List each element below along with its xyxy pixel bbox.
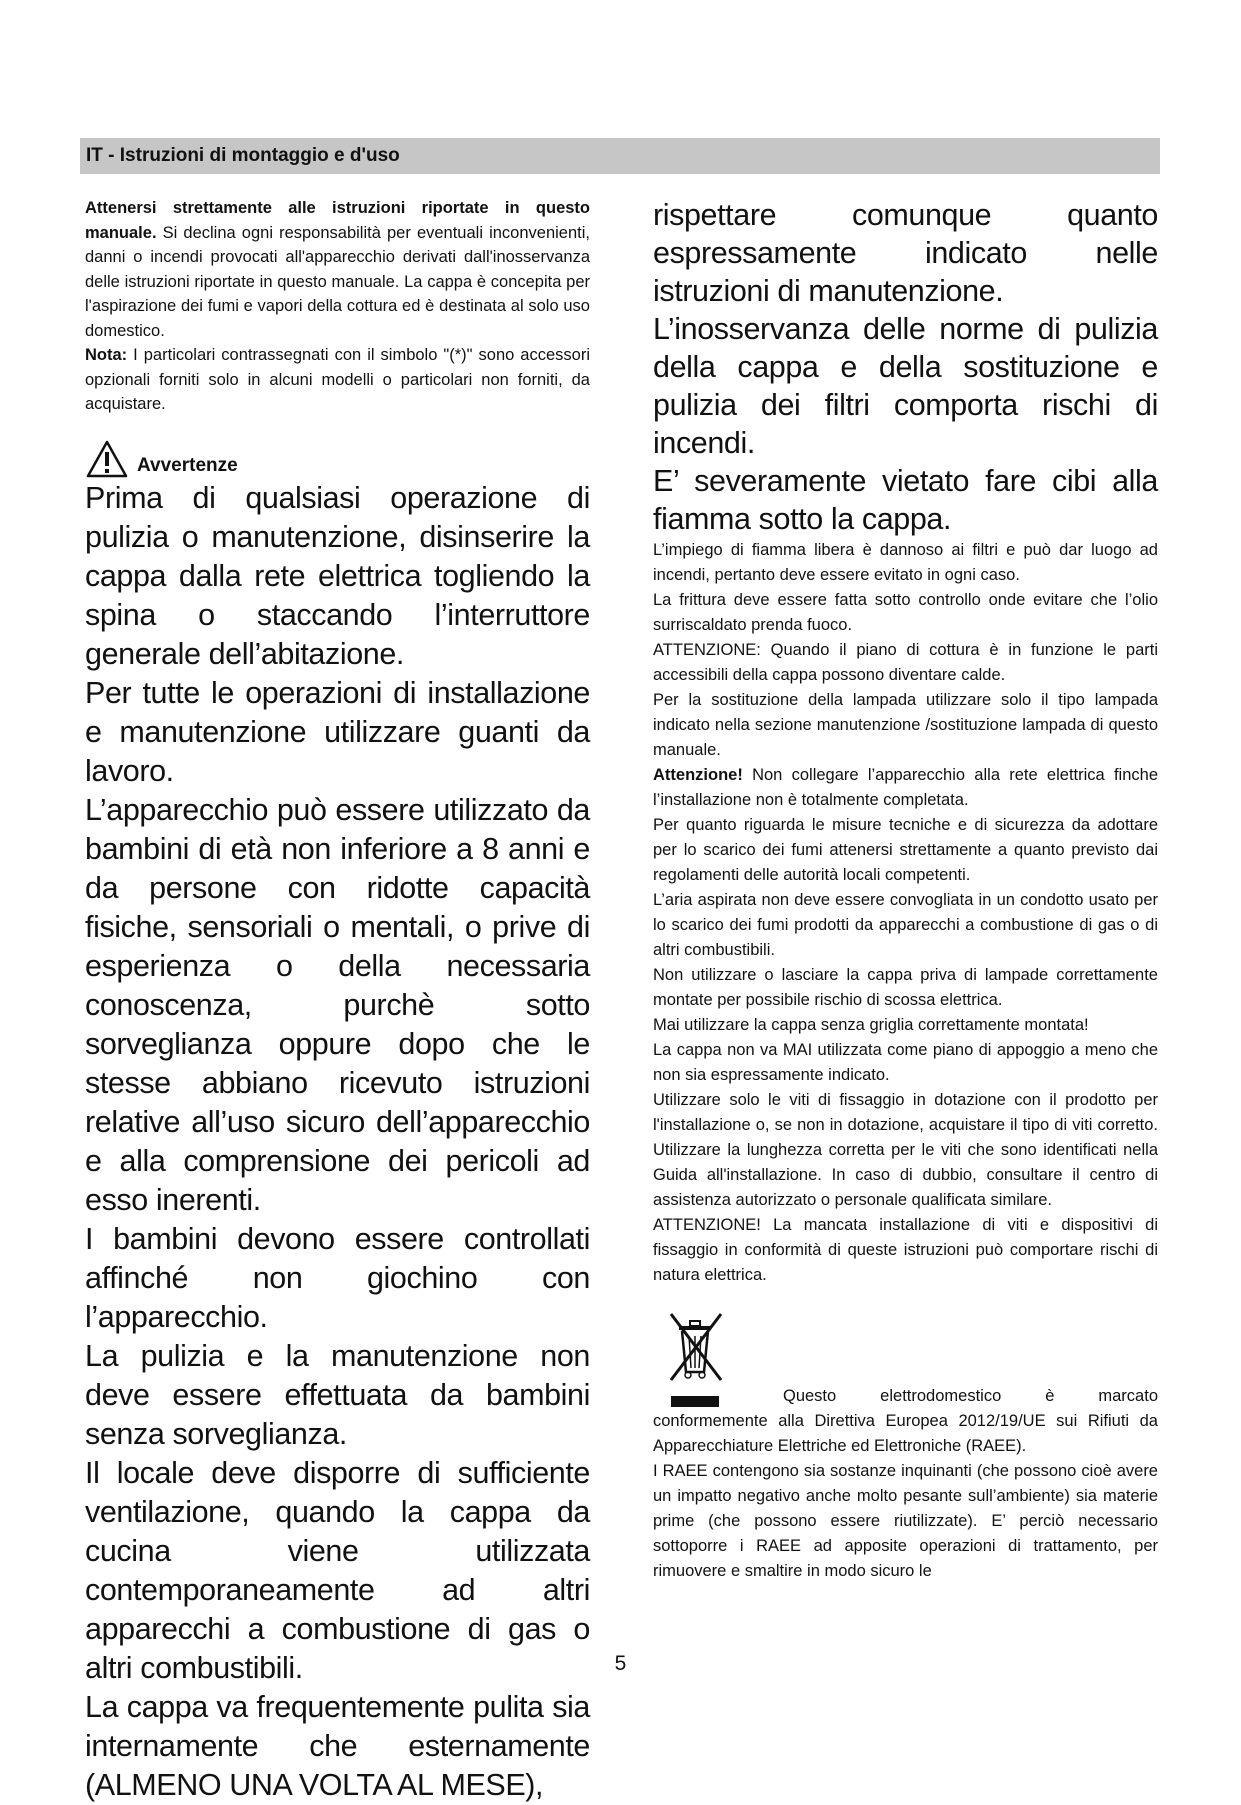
big-paragraph: E’ severamente vietato fare cibi alla fiamma sotto la cappa. bbox=[653, 464, 1158, 536]
note-text: I particolari contrassegnati con il simbolo "(*)" sono accessori opzionali forniti solo in alcuni modelli o particolari non forniti, da acquistare. bbox=[85, 346, 590, 413]
paragraph: L’aria aspirata non deve essere convogliata in un condotto usato per lo scarico dei fumi prodotti da apparecchi a combustione di gas o di altri combustibili. bbox=[653, 891, 1158, 959]
note-label: Nota: bbox=[85, 346, 128, 364]
paragraph: La frittura deve essere fatta sotto controllo onde evitare che l’olio surriscaldato prenda fuoco. bbox=[653, 591, 1158, 634]
warning-heading bbox=[85, 435, 590, 479]
note-paragraph bbox=[85, 343, 590, 417]
intro-paragraph bbox=[85, 196, 590, 343]
section-title: IT - Istruzioni di montaggio e d'uso bbox=[86, 145, 400, 166]
big-paragraph: Per tutte le operazioni di installazione e manutenzione utilizzare guanti da lavoro. bbox=[85, 675, 590, 788]
attention-label: Attenzione! bbox=[653, 766, 743, 784]
intro-bold: Attenersi strettamente alle istruzioni riportate in questo manuale. bbox=[85, 199, 590, 242]
section-header bbox=[80, 138, 1160, 174]
warning-label: Avvertenze bbox=[137, 454, 238, 476]
big-paragraph: La cappa va frequentemente pulita sia internamente che esternamente (ALMENO UNA VOLTA AL MESE), bbox=[85, 1689, 590, 1802]
big-paragraph: I bambini devono essere controllati affinché non giochino con l’apparecchio. bbox=[85, 1221, 590, 1334]
warning-triangle-icon bbox=[85, 439, 129, 479]
attention-text: Non collegare l’apparecchio alla rete elettrica finche l’installazione non è totalmente completata. bbox=[653, 766, 1158, 809]
big-paragraph: Il locale deve disporre di sufficiente ventilazione, quando la cappa da cucina viene utilizzata contemporaneamente ad altri apparecchi a combustione di gas o altri combustibili. bbox=[85, 1455, 590, 1685]
big-paragraph: Prima di qualsiasi operazione di pulizia o manutenzione, disinserire la cappa dalla rete elettrica togliendo la spina o staccando l’interruttore generale dell’abitazione. bbox=[85, 480, 590, 671]
big-paragraph: rispettare comunque quanto espressamente indicato nelle istruzioni di manutenzione. bbox=[653, 198, 1158, 308]
paragraph: Per quanto riguarda le misure tecniche e di sicurezza da adottare per lo scarico dei fumi attenersi strettamente a quanto previsto dai regolamenti delle autorità locali competenti. bbox=[653, 816, 1158, 884]
crossed-bin-icon bbox=[659, 1304, 731, 1412]
paragraph: L’impiego di fiamma libera è dannoso ai filtri e può dar luogo ad incendi, pertanto deve essere evitato in ogni caso. bbox=[653, 541, 1158, 584]
paragraph: Mai utilizzare la cappa senza griglia correttamente montata! bbox=[653, 1016, 1089, 1034]
paragraph: Non utilizzare o lasciare la cappa priva di lampade correttamente montate per possibile rischio di scossa elettrica. bbox=[653, 966, 1158, 1009]
paragraph: Questo elettrodomestico è marcato conformemente alla Direttiva Europea 2012/19/UE sui Rifiuti da Apparecchiature Elettriche ed Elettroniche (RAEE). bbox=[653, 1387, 1158, 1455]
page-number: 5 bbox=[614, 1652, 627, 1675]
paragraph: ATTENZIONE: Quando il piano di cottura è in funzione le parti accessibili della cappa possono diventare calde. bbox=[653, 641, 1158, 684]
left-column bbox=[85, 196, 590, 1805]
paragraph bbox=[653, 763, 1158, 813]
paragraph: I RAEE contengono sia sostanze inquinanti (che possono cioè avere un impatto negativo anche molto pesante sull’ambiente) sia materie prime (che possono essere riutilizzate). E’ perciò necessario sottoporre i RAEE ad apposite operazioni di trattamento, per rimuovere e smaltire in modo sicuro le bbox=[653, 1462, 1158, 1580]
paragraph: La cappa non va MAI utilizzata come piano di appoggio a meno che non sia espressamente indicato. bbox=[653, 1041, 1158, 1084]
big-paragraph: L’inosservanza delle norme di pulizia della cappa e della sostituzione e pulizia dei filtri comporta rischi di incendi. bbox=[653, 312, 1158, 460]
big-paragraph: La pulizia e la manutenzione non deve essere effettuata da bambini senza sorveglianza. bbox=[85, 1338, 590, 1451]
paragraph: Per la sostituzione della lampada utilizzare solo il tipo lampada indicato nella sezione manutenzione /sostituzione lampada di questo manuale. bbox=[653, 691, 1158, 759]
right-column bbox=[653, 196, 1158, 1584]
intro-text: Si declina ogni responsabilità per eventuali inconvenienti, danni o incendi provocati all'apparecchio derivati dall'inosservanza delle istruzioni riportate in questo manuale. La cappa è concepita per l'aspirazione dei fumi e vapori della cottura ed è destinata al solo uso domestico. bbox=[85, 223, 590, 340]
paragraph: Utilizzare solo le viti di fissaggio in dotazione con il prodotto per l'installazione o, se non in dotazione, acquistare il tipo di viti corretto. Utilizzare la lunghezza corretta per le viti che sono identificati nella Guida all'installazione. In caso di dubbio, consultare il centro di assistenza autorizzato o personale qualificata similare. bbox=[653, 1091, 1158, 1209]
paragraph: ATTENZIONE! La mancata installazione di viti e dispositivi di fissaggio in conformità di queste istruzioni può comportare rischi di natura elettrica. bbox=[653, 1216, 1158, 1284]
big-paragraph: L’apparecchio può essere utilizzato da bambini di età non inferiore a 8 anni e da persone con ridotte capacità fisiche, sensoriali o mentali, o prive di esperienza o della necessaria conoscenza, purchè sotto sorveglianza oppure dopo che le stesse abbiano ricevuto istruzioni relative all’uso sicuro dell’apparecchio e alla comprensione dei pericoli ad esso inerenti. bbox=[85, 792, 590, 1217]
weee-block bbox=[653, 1304, 1158, 1414]
